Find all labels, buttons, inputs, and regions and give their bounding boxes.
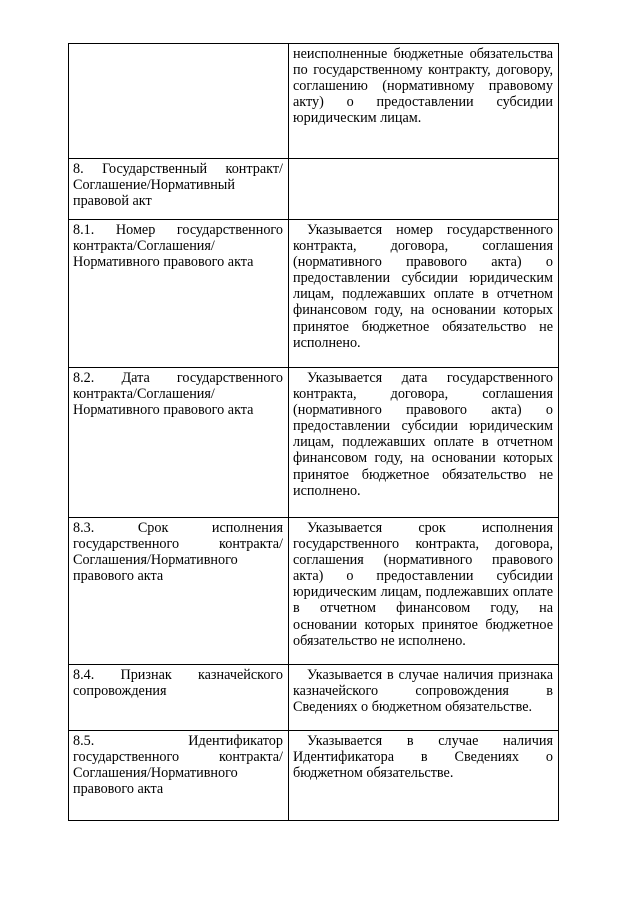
table-row	[69, 665, 559, 731]
row-description: Указывается номер государственного контракта, договора, соглашения (нормативного правового акта) о предоставлении субсидии юридическим лицам, подлежавших оплате в отчетном финансовом году, на основании которых принятое бюджетное обязательство не исполнено.	[289, 220, 559, 368]
row-description: Указывается дата государственного контракта, договора, соглашения (нормативного правового акта) о предоставлении субсидии юридическим лицам, подлежавших оплате в отчетном финансовом году, на основании которых принятое бюджетное обязательство не исполнено.	[289, 368, 559, 518]
row-label	[69, 44, 289, 159]
table-row	[69, 159, 559, 220]
row-description	[289, 159, 559, 220]
table-row	[69, 368, 559, 518]
row-label: 8.5. Идентификатор государственного контракта/Соглашения/Нормативного правового акта	[69, 731, 289, 821]
row-description: Указывается в случае наличия признака казначейского сопровождения в Сведениях о бюджетном обязательстве.	[289, 665, 559, 731]
table-row	[69, 518, 559, 665]
row-label: 8. Государственный контракт/Соглашение/Нормативный правовой акт	[69, 159, 289, 220]
document-table	[68, 43, 559, 821]
row-description: неисполненные бюджетные обязательства по государственному контракту, договору, соглашению (нормативному правовому акту) о предоставлении субсидии юридическим лицам.	[289, 44, 559, 159]
row-label: 8.4. Признак казначейского сопровождения	[69, 665, 289, 731]
table-row	[69, 220, 559, 368]
table-row	[69, 44, 559, 159]
row-description: Указывается срок исполнения государственного контракта, договора, соглашения (нормативного правового акта) о предоставлении субсидии юридическим лицам, подлежавших оплате в отчетном финансовом году, на основании которых принятое бюджетное обязательство не исполнено.	[289, 518, 559, 665]
table-row	[69, 731, 559, 821]
row-label: 8.1. Номер государственного контракта/Соглашения/Нормативного правового акта	[69, 220, 289, 368]
row-label: 8.3. Срок исполнения государственного контракта/Соглашения/Нормативного правового акта	[69, 518, 289, 665]
row-label: 8.2. Дата государственного контракта/Соглашения/Нормативного правового акта	[69, 368, 289, 518]
row-description: Указывается в случае наличия Идентификатора в Сведениях о бюджетном обязательстве.	[289, 731, 559, 821]
